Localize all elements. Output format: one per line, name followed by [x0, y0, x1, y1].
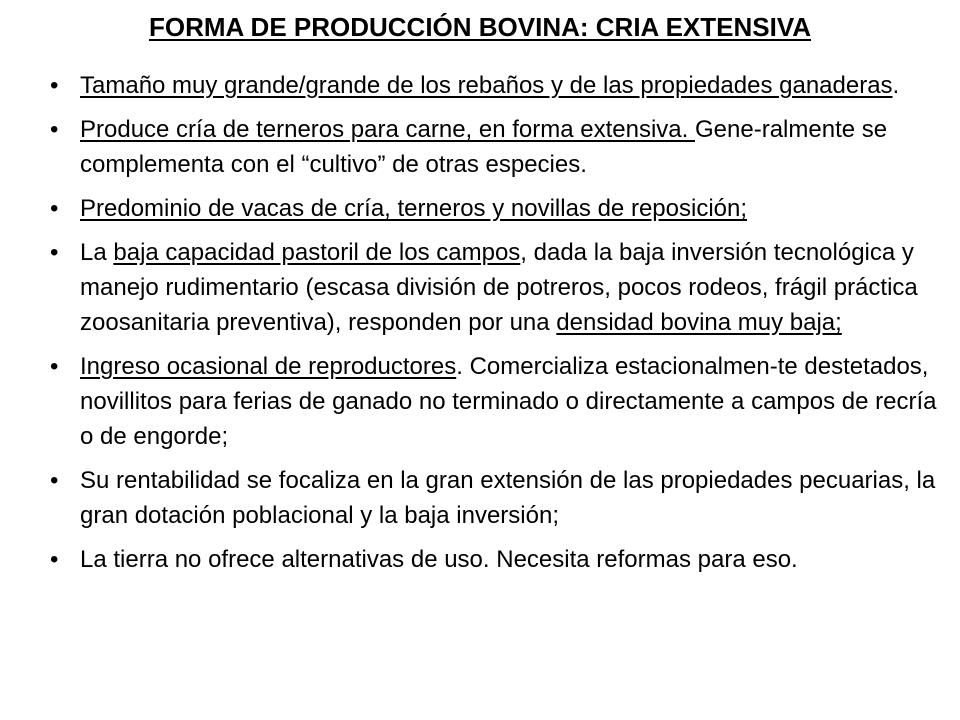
text-segment: Gene-ralmente se complementa con el “cultivo” de otras especies. — [80, 116, 888, 178]
underlined-text: Predominio de vacas de cría, terneros y novillas de reposición; — [80, 195, 748, 222]
bullet-item — [48, 191, 948, 226]
bullet-item — [48, 542, 948, 577]
text-segment: . — [892, 72, 900, 99]
underlined-text: baja capacidad pastoril de los campos — [113, 239, 521, 266]
bullet-item — [48, 112, 948, 182]
text-segment: La — [80, 239, 114, 266]
bullet-item — [48, 235, 948, 340]
text-segment: Su rentabilidad se focaliza en la gran extensión de las propiedades pecuarias, la gran dotación poblacional y la baja inversión; — [80, 467, 936, 529]
bullet-item — [48, 349, 948, 454]
bullet-list — [48, 68, 948, 586]
underlined-text: Tamaño muy grande/grande de los rebaños y de las propiedades ganaderas — [80, 72, 893, 99]
bullet-item — [48, 68, 948, 103]
text-segment: La tierra no ofrece alternativas de uso. Necesita reformas para eso. — [80, 546, 798, 573]
underlined-text: Produce cría de terneros para carne, en forma extensiva. — [80, 116, 695, 143]
underlined-text: Ingreso ocasional de reproductores — [80, 353, 457, 380]
bullet-item — [48, 463, 948, 533]
text-segment: . Comercializa estacionalmen-te destetados, novillitos para ferias de ganado no terminado o directamente a campos de recría o de engorde; — [80, 353, 937, 450]
underlined-text: densidad bovina muy baja; — [556, 309, 842, 336]
slide-title: FORMA DE PRODUCCIÓN BOVINA: CRIA EXTENSIVA — [148, 12, 812, 42]
text-segment: , dada la baja inversión tecnológica y manejo rudimentario (escasa división de potreros, pocos rodeos, frágil práctica zoosanitaria preventiva), responden por una — [80, 239, 918, 336]
